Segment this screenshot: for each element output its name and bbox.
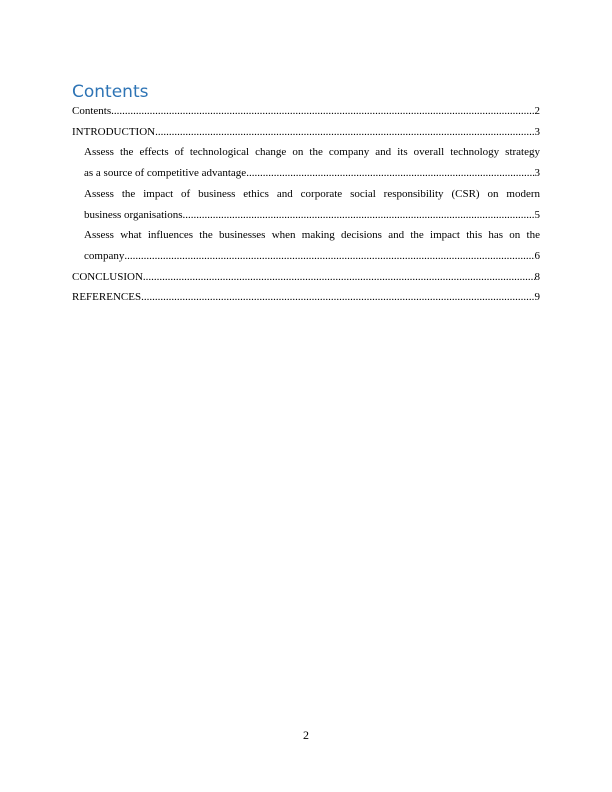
toc-entry-label: INTRODUCTION: [72, 125, 156, 138]
dot-leader: [155, 122, 534, 143]
toc-entry-label-line2: business organisations: [84, 208, 183, 221]
toc-entry-page: 3: [534, 167, 540, 180]
toc-entry-label-line2: as a source of competitive advantage: [84, 167, 247, 180]
page-number: 2: [303, 728, 309, 742]
dot-leader: [141, 287, 534, 308]
toc-entry-technological-change[interactable]: [72, 142, 540, 183]
dot-leader: [246, 163, 534, 184]
dot-leader: [143, 267, 535, 288]
toc-entry-page: 3: [534, 125, 540, 138]
toc-entry-page: 6: [534, 249, 540, 262]
toc-entry-decision-influences[interactable]: [72, 225, 540, 266]
toc-entry-references[interactable]: [72, 287, 540, 308]
toc-entry-label-line1: Assess what influences the businesses when making decisions and the impact this has on the: [84, 229, 540, 242]
toc-entry-page: 8: [534, 270, 540, 283]
toc-entry-conclusion[interactable]: [72, 267, 540, 288]
toc-entry-label: REFERENCES: [72, 291, 142, 304]
toc-entry-page: 5: [534, 208, 540, 221]
toc-entry-business-ethics[interactable]: [72, 184, 540, 225]
toc-entry-label-line1: Assess the effects of technological change on the company and its overall technology strategy: [84, 146, 540, 159]
toc-entry-label: CONCLUSION: [72, 270, 143, 283]
toc-entry-page: 9: [534, 291, 540, 304]
toc-entry-label-line2: company: [84, 249, 125, 262]
toc-entry-introduction[interactable]: [72, 122, 540, 143]
toc-entry-label-line1: Assess the impact of business ethics and corporate social responsibility (CSR) on modern: [84, 187, 540, 200]
dot-leader: [183, 205, 535, 226]
dot-leader: [124, 246, 534, 267]
toc-heading: Contents: [72, 82, 149, 102]
dot-leader: [111, 101, 534, 122]
toc-entry-contents[interactable]: [72, 101, 540, 122]
toc-entry-page: 2: [534, 105, 540, 117]
toc-entry-label: Contents: [72, 105, 112, 117]
table-of-contents: [72, 101, 540, 308]
